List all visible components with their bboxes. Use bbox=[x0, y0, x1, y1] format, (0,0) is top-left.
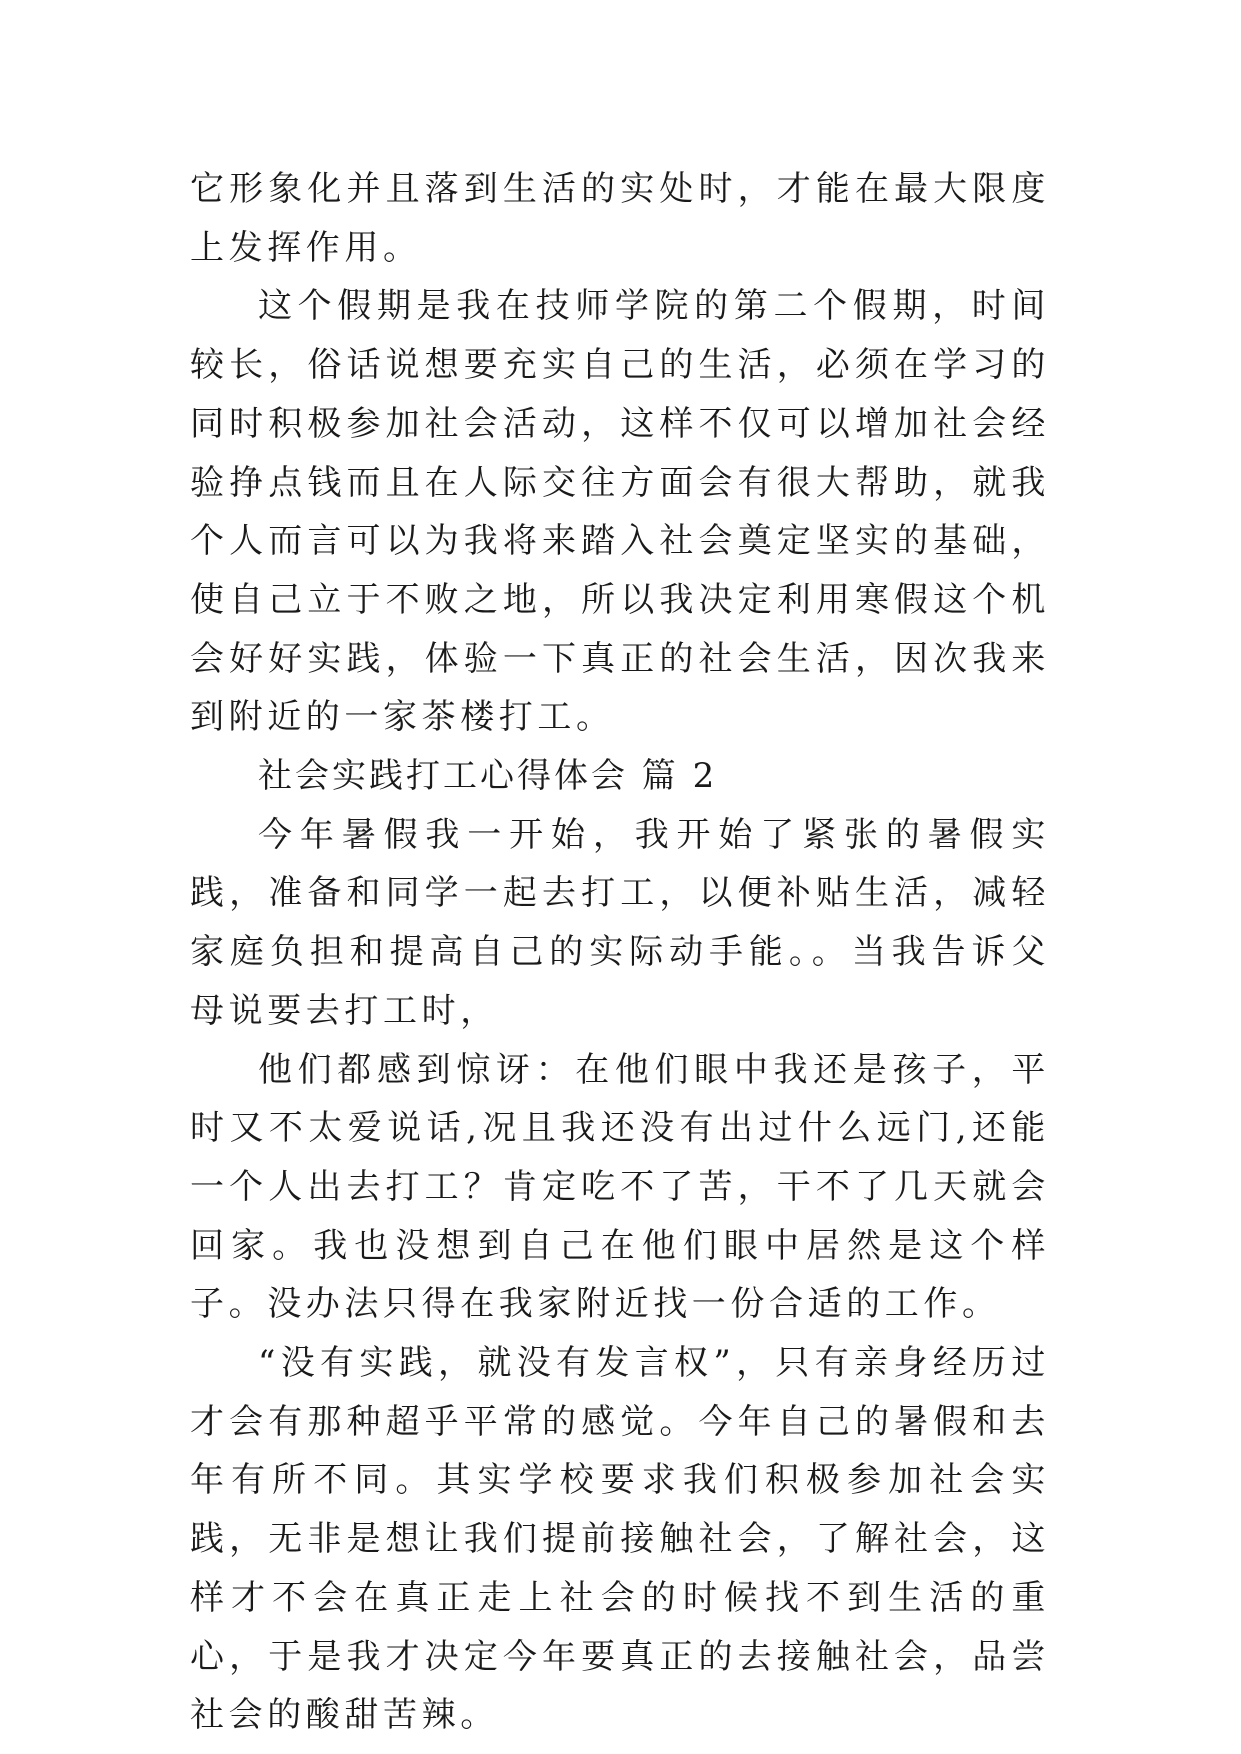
section-heading: 社会实践打工心得体会 篇 2 bbox=[258, 756, 718, 797]
paragraph-summer-start: 今年暑假我一开始，我开始了紧张的暑假实践，准备和同学一起去打工，以便补贴生活，减轻家庭负担和提高自己的实际动手能。。当我告诉父母说要去打工时， bbox=[190, 814, 1050, 1031]
paragraph-parents-reaction: 他们都感到惊讶：在他们眼中我还是孩子，平时又不太爱说话,况且我还没有出过什么远门,还能一个人出去打工？肯定吃不了苦，干不了几天就会回家。我也没想到自己在他们眼中居然是这个样子。没办法只得在我家附近找一份合适的工作。 bbox=[190, 1049, 1050, 1325]
paragraph-practice-quote: “没有实践，就没有发言权”，只有亲身经历过才会有那种超乎平常的感觉。今年自己的暑假和去年有所不同。其实学校要求我们积极参加社会实践，无非是想让我们提前接触社会，了解社会，这样才不会在真正走上社会的时候找不到生活的重心，于是我才决定今年要真正的去接触社会，品尝社会的酸甜苦辣。 bbox=[190, 1343, 1050, 1736]
document-body bbox=[190, 160, 1050, 1745]
paragraph-vacation-intro: 这个假期是我在技师学院的第二个假期，时间较长，俗话说想要充实自己的生活，必须在学习的同时积极参加社会活动，这样不仅可以增加社会经验挣点钱而且在人际交往方面会有很大帮助，就我个人而言可以为我将来踏入社会奠定坚实的基础，使自己立于不败之地，所以我决定利用寒假这个机会好好实践，体验一下真正的社会生活，因次我来到附近的一家茶楼打工。 bbox=[190, 286, 1050, 738]
paragraph-continuation: 它形象化并且落到生活的实处时，才能在最大限度上发挥作用。 bbox=[190, 169, 1050, 268]
